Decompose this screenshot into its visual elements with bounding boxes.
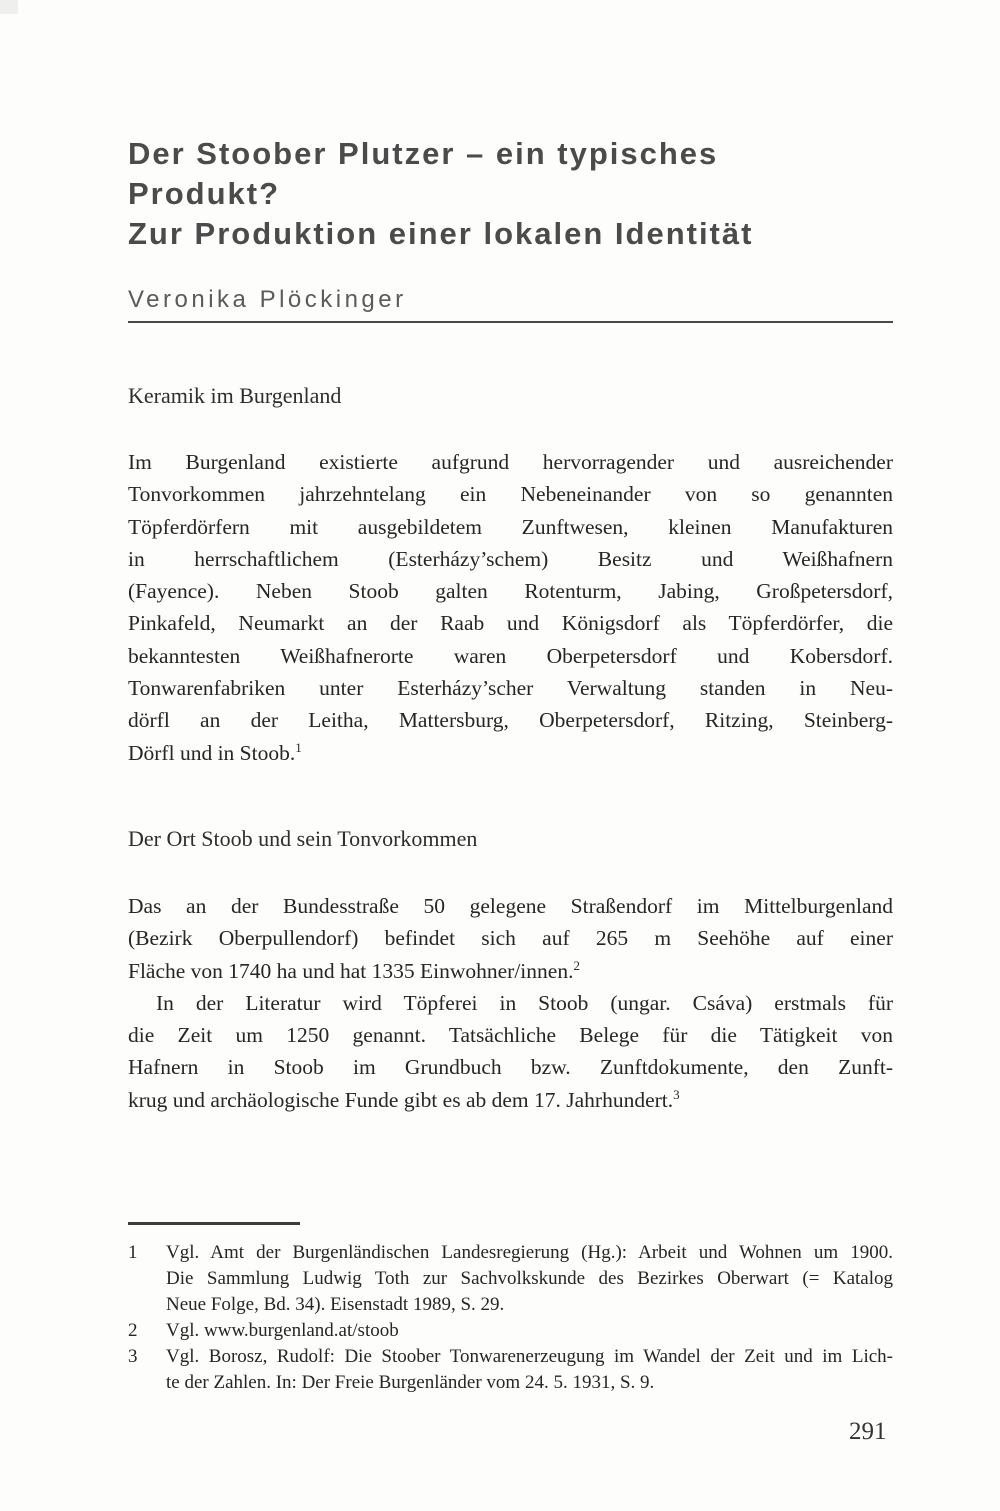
body-line: (Bezirk Oberpullendorf) befindet sich auf 265 m Seehöhe auf einer	[128, 926, 893, 951]
scan-artifact-corner	[0, 0, 18, 14]
footnote-line: Vgl. Borosz, Rudolf: Die Stoober Tonwarenerzeugung im Wandel der Zeit und im Lich-	[166, 1346, 893, 1367]
section-heading-ort-stoob: Der Ort Stoob und sein Tonvorkommen	[128, 826, 478, 851]
body-line: Hafnern in Stoob im Grundbuch bzw. Zunftdokumente, den Zunft-	[128, 1055, 893, 1080]
body-line: dörfl an der Leitha, Mattersburg, Oberpetersdorf, Ritzing, Steinberg-	[128, 708, 893, 733]
body-line	[128, 1084, 893, 1116]
body-line: Im Burgenland existierte aufgrund hervorragender und ausreichender	[128, 450, 893, 474]
footnote-3	[128, 1344, 893, 1396]
page-number: 291	[849, 1418, 887, 1445]
footnote-line: Vgl. www.burgenland.at/stoob	[166, 1320, 399, 1341]
body-line: Tonvorkommen jahrzehntelang ein Nebeneinander von so genannten	[128, 482, 893, 507]
body-line	[128, 955, 893, 987]
footnote-line: Neue Folge, Bd. 34). Eisenstadt 1989, S. 29.	[166, 1294, 505, 1315]
footnote-divider-rule	[128, 1222, 300, 1225]
footnote-1	[128, 1240, 893, 1318]
footnote-number: 3	[128, 1346, 138, 1367]
author-divider-rule	[128, 321, 893, 323]
footnote-number: 2	[128, 1320, 138, 1341]
body-line: Pinkafeld, Neumarkt an der Raab und Königsdorf als Töpferdörfer, die	[128, 611, 893, 636]
title-line: Produkt?	[128, 176, 281, 211]
body-line: (Fayence). Neben Stoob galten Rotenturm, Jabing, Großpetersdorf,	[128, 579, 893, 604]
footnote-text	[166, 1240, 893, 1318]
author-name: Veronika Plöckinger	[128, 286, 407, 313]
body-line: In der Literatur wird Töpferei in Stoob (ungar. Csáva) erstmals für	[156, 990, 893, 1015]
paragraph-group-stoob	[128, 890, 893, 1116]
body-line: Tonwarenfabriken unter Esterházy’scher Verwaltung standen in Neu-	[128, 676, 893, 701]
footnote-line: Die Sammlung Ludwig Toth zur Sachvolkskunde des Bezirkes Oberwart (= Katalog	[166, 1268, 893, 1289]
body-line-text: krug und archäologische Funde gibt es ab dem 17. Jahrhundert.	[128, 1087, 674, 1112]
footnote-reference-1: 1	[295, 739, 302, 755]
footnote-line: Vgl. Amt der Burgenländischen Landesregierung (Hg.): Arbeit und Wohnen um 1900.	[166, 1242, 893, 1263]
footnote-text	[166, 1318, 893, 1344]
paragraph-burgenland	[128, 446, 893, 769]
footnote-reference-3: 3	[673, 1086, 680, 1102]
footnote-reference-2: 2	[573, 957, 580, 973]
footnotes-block	[128, 1240, 893, 1396]
body-line-text: Dörfl und in Stoob.	[128, 740, 296, 765]
title-line: Zur Produktion einer lokalen Identität	[128, 216, 754, 251]
section-heading-keramik: Keramik im Burgenland	[128, 383, 342, 408]
body-line: Das an der Bundesstraße 50 gelegene Straßendorf im Mittelburgenland	[128, 894, 893, 918]
footnote-line: te der Zahlen. In: Der Freie Burgenländer vom 24. 5. 1931, S. 9.	[166, 1372, 655, 1393]
footnote-number: 1	[128, 1242, 138, 1263]
footnote-text	[166, 1344, 893, 1396]
body-line	[128, 737, 893, 769]
body-line-text: Fläche von 1740 ha und hat 1335 Einwohner/innen.	[128, 958, 574, 983]
body-line: in herrschaftlichem (Esterházy’schem) Besitz und Weißhafnern	[128, 546, 893, 571]
article-title	[128, 134, 893, 254]
footnote-2	[128, 1318, 893, 1344]
body-line: Töpferdörfern mit ausgebildetem Zunftwesen, kleinen Manufakturen	[128, 514, 893, 539]
title-line: Der Stoober Plutzer – ein typisches	[128, 136, 719, 171]
body-line: bekanntesten Weißhafnerorte waren Oberpetersdorf und Kobersdorf.	[128, 643, 893, 668]
body-line: die Zeit um 1250 genannt. Tatsächliche Belege für die Tätigkeit von	[128, 1023, 893, 1048]
